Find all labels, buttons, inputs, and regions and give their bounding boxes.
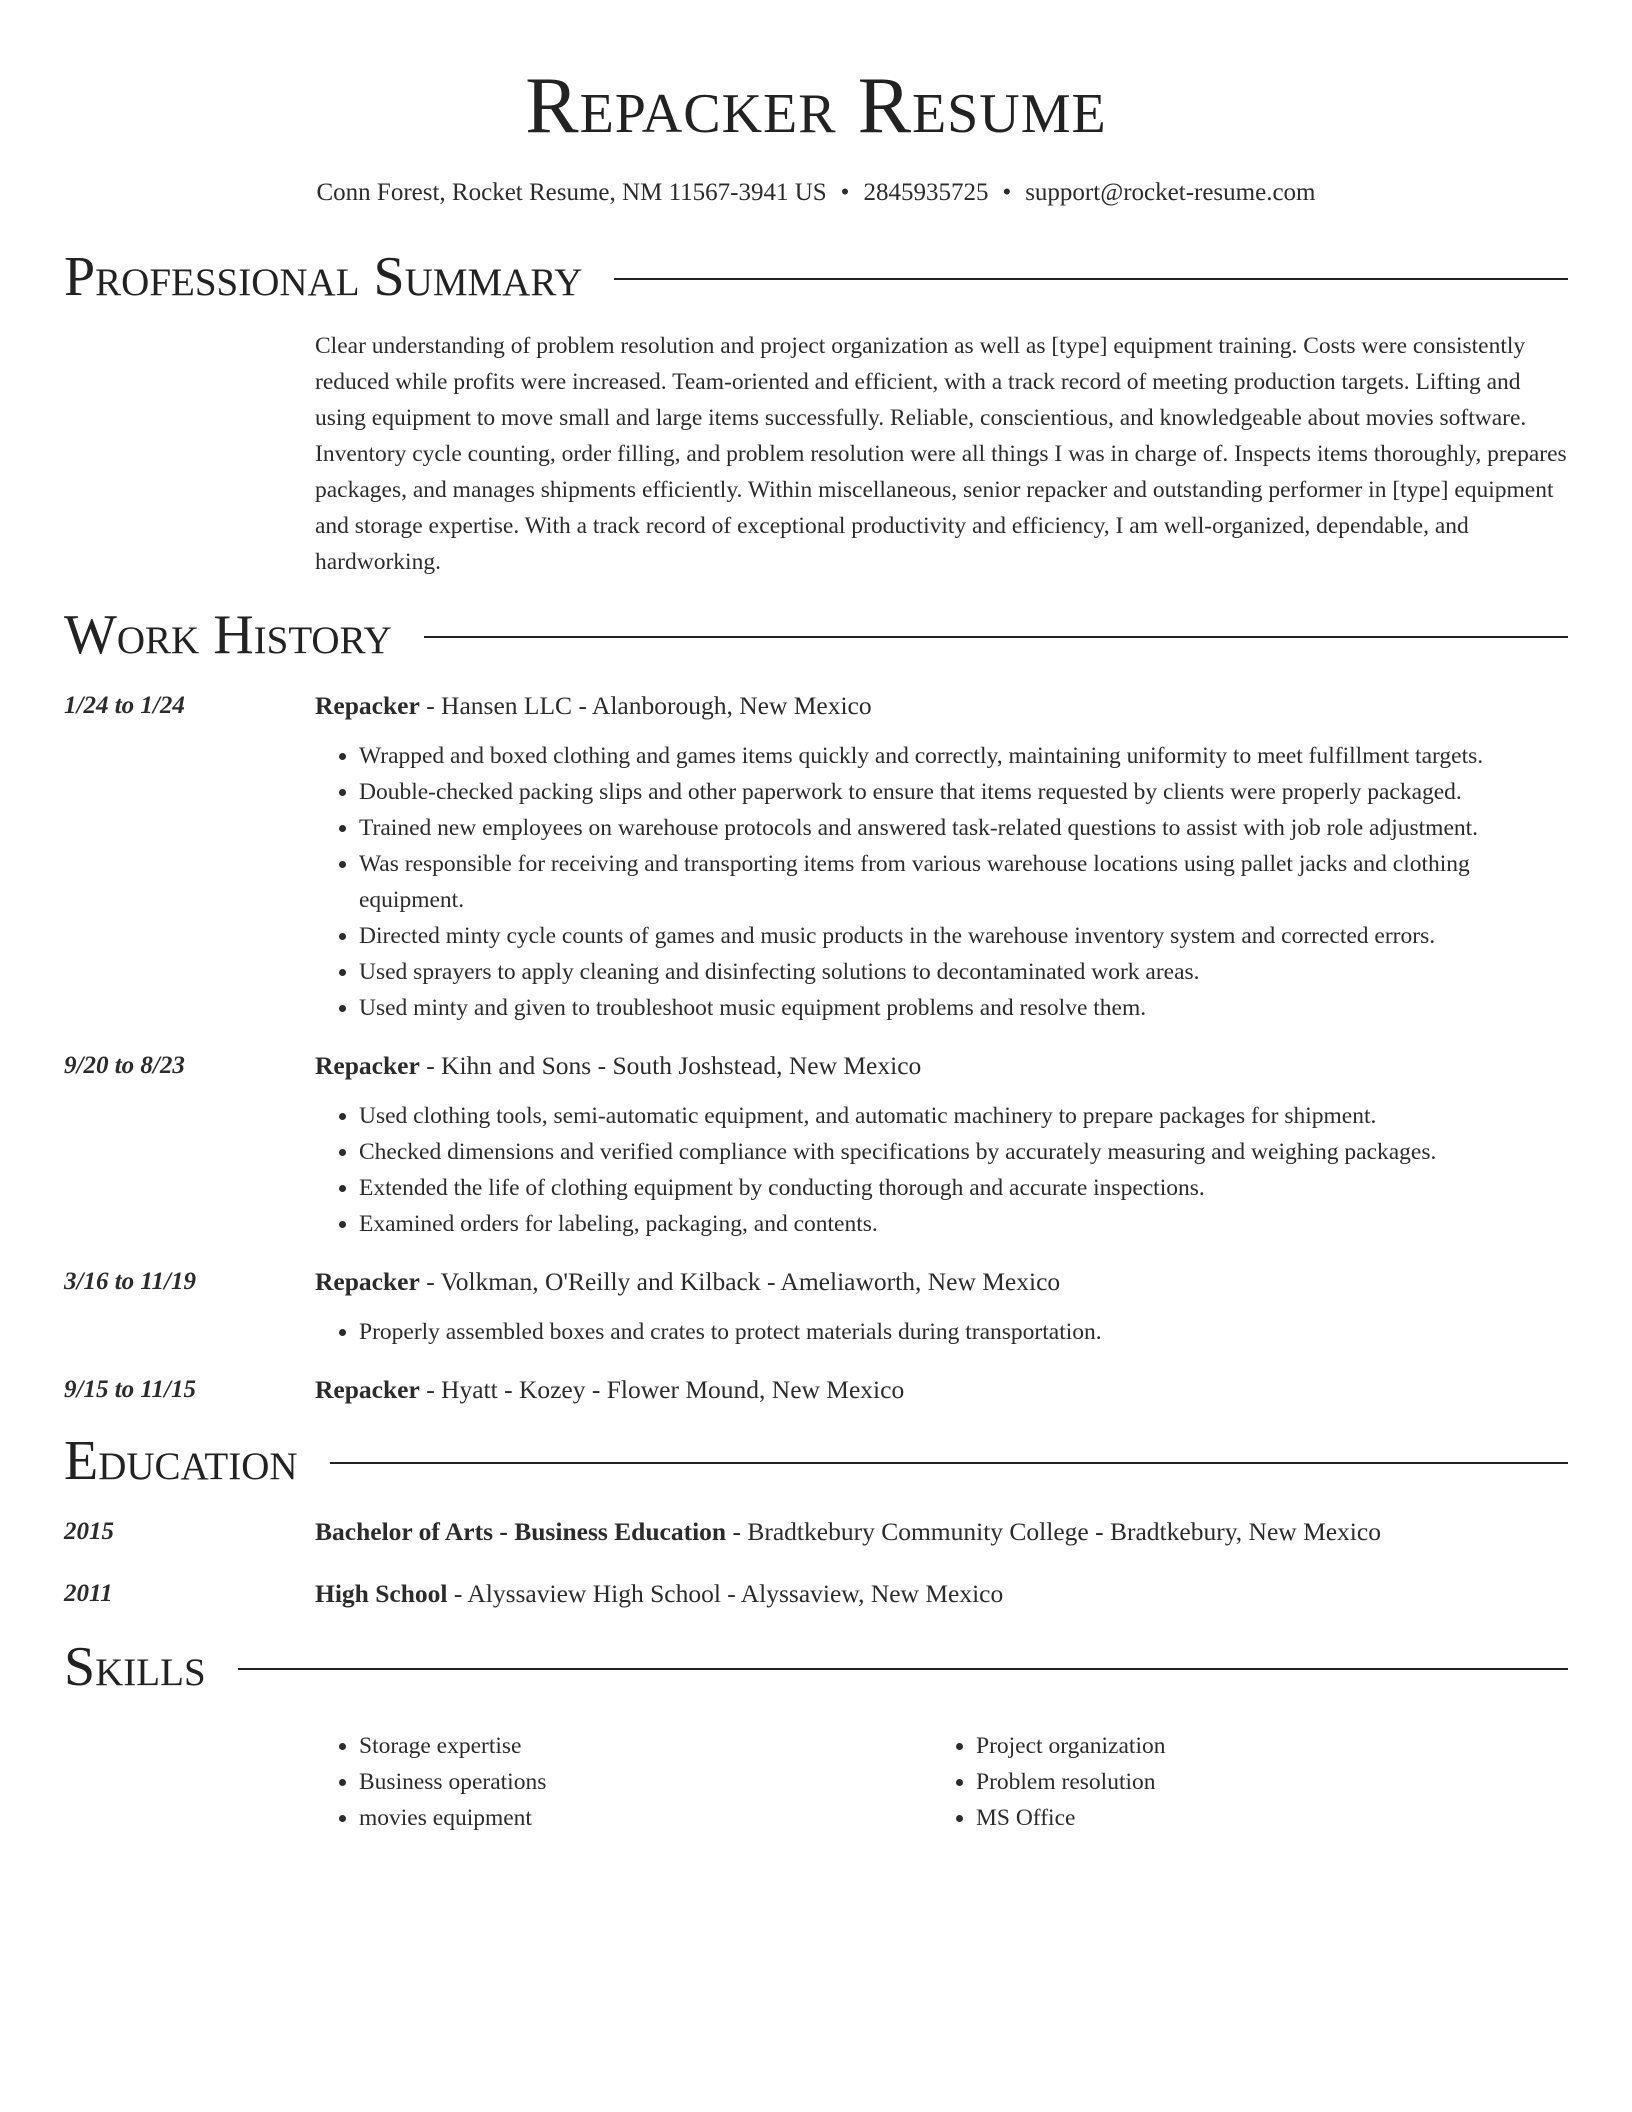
section-heading-skills: [64, 1634, 1568, 1700]
list-item: • Extended the life of clothing equipment by conducting thorough and accurate inspections.: [359, 1170, 1568, 1206]
job-title: Repacker: [315, 1375, 420, 1404]
education-entry: [64, 1514, 1568, 1550]
skills-column-right: [932, 1728, 1549, 1836]
skill-item: • Storage expertise: [359, 1728, 932, 1764]
contact-line: [64, 176, 1568, 210]
job-heading: [315, 1264, 1568, 1300]
education-detail: [315, 1576, 1568, 1612]
job-heading: [315, 1372, 1568, 1408]
job-heading: [315, 688, 1568, 724]
job-employer: - Hyatt - Kozey - Flower Mound, New Mexico: [419, 1375, 905, 1404]
job-dates: 9/15 to 11/15: [64, 1376, 196, 1403]
list-item: • Used sprayers to apply cleaning and disinfecting solutions to decontaminated work areas.: [359, 954, 1568, 990]
job-bullets: [315, 1314, 1568, 1350]
list-item: • Checked dimensions and verified compliance with specifications by accurately measuring and weighing packages.: [359, 1134, 1568, 1170]
section-divider: [424, 636, 1568, 638]
skill-item: • movies equipment: [359, 1800, 932, 1836]
section-heading-summary: [64, 244, 1568, 310]
job-entry: [64, 688, 1568, 1026]
education-year: 2011: [64, 1580, 113, 1607]
list-item: • Examined orders for labeling, packaging, and contents.: [359, 1206, 1568, 1242]
education-year: 2015: [64, 1518, 114, 1545]
section-divider: [330, 1462, 1568, 1464]
list-item: • Trained new employees on warehouse protocols and answered task-related questions to assist with job role adjustment.: [359, 810, 1568, 846]
education-school: - Bradtkebury Community College - Bradtkebury, New Mexico: [726, 1517, 1381, 1546]
contact-address: Conn Forest, Rocket Resume, NM 11567-3941 US: [316, 179, 827, 206]
contact-email: support@rocket-resume.com: [1025, 179, 1316, 206]
section-divider: [614, 278, 1568, 280]
education-entry: [64, 1576, 1568, 1612]
job-entry: [64, 1048, 1568, 1242]
skill-item: • MS Office: [976, 1800, 1549, 1836]
job-bullets: [315, 738, 1568, 1026]
job-title: Repacker: [315, 1051, 420, 1080]
list-item: • Was responsible for receiving and transporting items from various warehouse locations using pallet jacks and clothing equipment.: [359, 846, 1568, 918]
list-item: • Double-checked packing slips and other paperwork to ensure that items requested by clients were properly packaged.: [359, 774, 1568, 810]
section-divider: [238, 1668, 1568, 1670]
skill-item: • Business operations: [359, 1764, 932, 1800]
skill-item: • Project organization: [976, 1728, 1549, 1764]
contact-phone: 2845935725: [863, 179, 989, 206]
section-heading-education: [64, 1428, 1568, 1494]
contact-separator: •: [840, 179, 850, 206]
skill-item: • Problem resolution: [976, 1764, 1549, 1800]
section-heading-work-history: [64, 602, 1568, 668]
education-school: - Alyssaview High School - Alyssaview, New Mexico: [447, 1579, 1004, 1608]
skills-list: [315, 1728, 1568, 1836]
section-title: Skills: [64, 1636, 206, 1698]
list-item: • Wrapped and boxed clothing and games items quickly and correctly, maintaining uniformity to meet fulfillment targets.: [359, 738, 1568, 774]
job-dates: 3/16 to 11/19: [64, 1268, 196, 1295]
education-detail: [315, 1514, 1568, 1550]
list-item: • Directed minty cycle counts of games and music products in the warehouse inventory system and corrected errors.: [359, 918, 1568, 954]
contact-separator: •: [1002, 179, 1012, 206]
section-title: Professional Summary: [64, 246, 583, 308]
job-title: Repacker: [315, 691, 420, 720]
list-item: • Used clothing tools, semi-automatic equipment, and automatic machinery to prepare packages for shipment.: [359, 1098, 1568, 1134]
resume-title: Repacker Resume: [525, 62, 1107, 150]
section-title: Work History: [64, 604, 392, 666]
job-employer: - Volkman, O'Reilly and Kilback - Ameliaworth, New Mexico: [419, 1267, 1061, 1296]
education-degree: High School: [315, 1579, 448, 1608]
summary-text: Clear understanding of problem resolution and project organization as well as [type] equipment training. Costs were consistently reduced while profits were increased. Team-oriented and efficient, with a track record of meeting production targets. Lifting and using equipment to move small and large items successfully. Reliable, conscientious, and knowledgeable about movies software. Inventory cycle counting, order filling, and problem resolution were all things I was in charge of. Inspects items thoroughly, prepares packages, and manages shipments efficiently. Within miscellaneous, senior repacker and outstanding performer in [type] equipment and storage expertise. With a track record of exceptional productivity and efficiency, I am well-organized, dependable, and hardworking.: [315, 333, 1567, 575]
job-employer: - Kihn and Sons - South Joshstead, New Mexico: [419, 1051, 922, 1080]
resume-page: [64, 0, 1568, 1836]
job-dates: 1/24 to 1/24: [64, 692, 185, 719]
job-entry: [64, 1372, 1568, 1408]
job-dates: 9/20 to 8/23: [64, 1052, 185, 1079]
job-employer: - Hansen LLC - Alanborough, New Mexico: [419, 691, 872, 720]
list-item: • Properly assembled boxes and crates to protect materials during transportation.: [359, 1314, 1568, 1350]
job-heading: [315, 1048, 1568, 1084]
job-title: Repacker: [315, 1267, 420, 1296]
education-degree: Bachelor of Arts - Business Education: [315, 1517, 727, 1546]
section-title: Education: [64, 1430, 298, 1492]
skills-column-left: [315, 1728, 932, 1836]
list-item: • Used minty and given to troubleshoot music equipment problems and resolve them.: [359, 990, 1568, 1026]
job-bullets: [315, 1098, 1568, 1242]
job-entry: [64, 1264, 1568, 1350]
